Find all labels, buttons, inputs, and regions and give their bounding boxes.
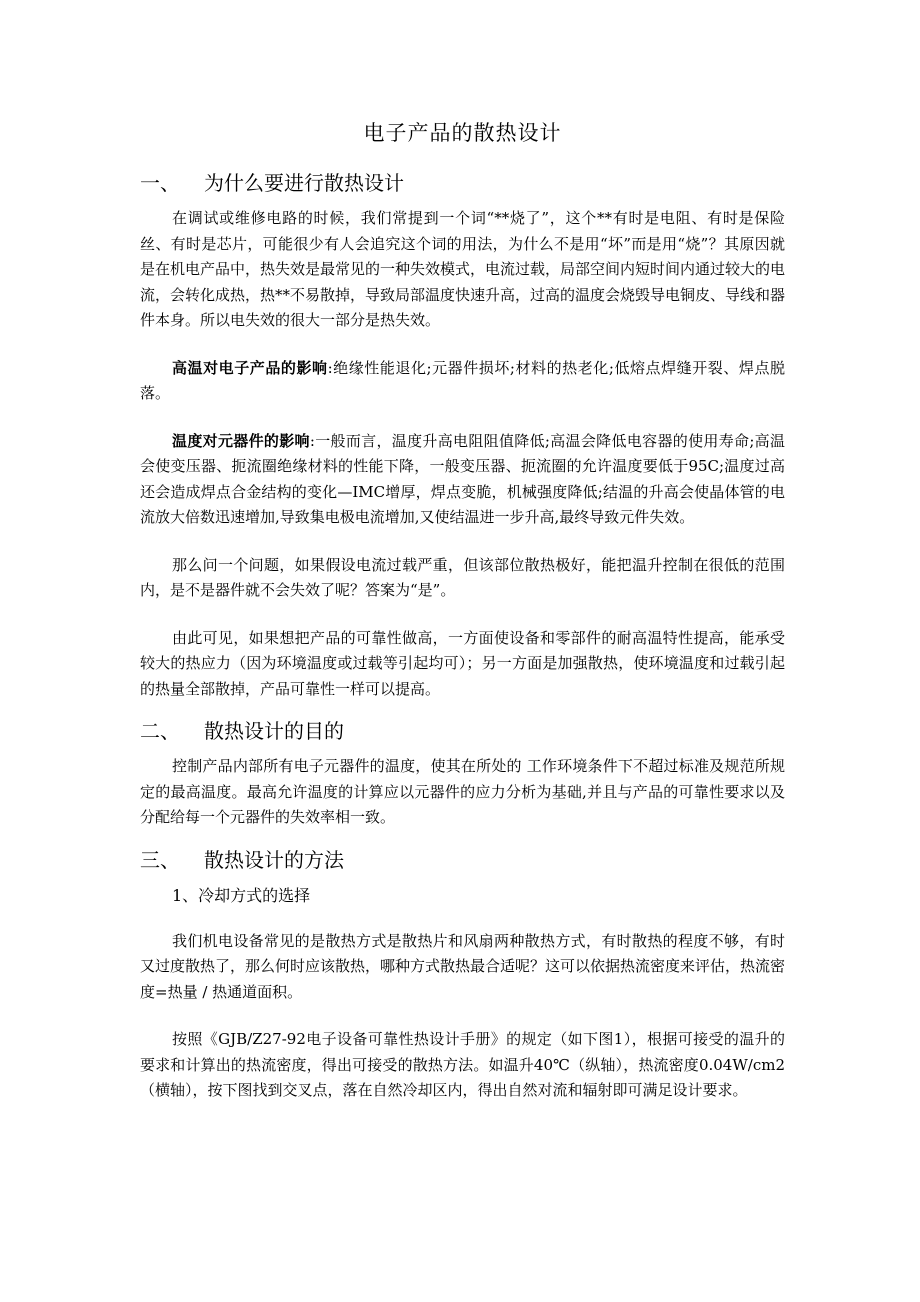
paragraph-text: :一般而言，温度升高电阻阻值降低;高温会降低电容器的使用寿命;高温会使变压器、扼流圈绝缘材料的性能下降，一般变压器、扼流圈的允许温度要低于95C;温度过高还会造成焊点合金结构的变化—IMC增厚，焊点变脆，机械强度降低;结温的升高会使晶体管的电流放大倍数迅速增加,导致集电极电流增加,又使结温进一步升高,最终导致元件失效。	[140, 431, 785, 526]
section-heading-3	[140, 845, 785, 875]
paragraph: 由此可见，如果想把产品的可靠性做高，一方面使设备和零部件的耐高温特性提高，能承受较大的热应力（因为环境温度或过载等引起均可）；另一方面是加强散热，使环境温度和过载引起的热量全部散掉，产品可靠性一样可以提高。	[140, 628, 785, 698]
section-number: 一、	[140, 171, 180, 195]
section-title: 散热设计的目的	[204, 719, 344, 743]
subsection-heading: 1、冷却方式的选择	[172, 885, 311, 905]
section-heading-1	[140, 168, 785, 198]
document-page	[140, 118, 785, 1126]
paragraph: 在调试或维修电路的时候，我们常提到一个词“**烧了”，这个**有时是电阻、有时是保险丝、有时是芯片，可能很少有人会追究这个词的用法，为什么不是用“坏”而是用“烧”？其原因就是在机电产品中，热失效是最常见的一种失效模式，电流过载，局部空间内短时间内通过较大的电流，会转化成热，热**不易散掉，导致局部温度快速升高，过高的温度会烧毁导电铜皮、导线和器件本身。所以电失效的很大一部分是热失效。	[140, 209, 786, 329]
paragraph: 控制产品内部所有电子元器件的温度，使其在所处的 工作环境条件下不超过标准及规范所规定的最高温度。最高允许温度的计算应以元器件的应力分析为基础,并且与产品的可靠性要求以及分配给每一个元器件的失效率相一致。	[140, 757, 785, 826]
section-title: 散热设计的方法	[204, 847, 344, 872]
paragraph-label: 高温对电子产品的影响	[172, 358, 328, 377]
paragraph-label: 温度对元器件的影响	[172, 431, 310, 450]
section-number: 三、	[140, 847, 180, 872]
section-title: 为什么要进行散热设计	[204, 171, 404, 195]
section-heading-2	[140, 716, 785, 746]
document-title: 电子产品的散热设计	[363, 121, 562, 145]
paragraph-temp-component-effects	[140, 429, 785, 531]
paragraph-high-temp-effects	[140, 356, 785, 407]
section-number: 二、	[140, 719, 180, 743]
paragraph: 按照《GJB/Z27-92电子设备可靠性热设计手册》的规定（如下图1），根据可接受的温升的要求和计算出的热流密度，得出可接受的散热方法。如温升40℃（纵轴），热流密度0.04W/cm2（横轴），按下图找到交叉点，落在自然冷却区内，得出自然对流和辐射即可满足设计要求。	[140, 1030, 785, 1099]
paragraph: 我们机电设备常见的是散热方式是散热片和风扇两种散热方式，有时散热的程度不够，有时又过度散热了，那么何时应该散热，哪种方式散热最合适呢？这可以依据热流密度来评估，热流密度=热量 / 热通道面积。	[140, 931, 786, 1001]
paragraph: 那么问一个问题，如果假设电流过载严重，但该部位散热极好，能把温升控制在很低的范围内，是不是器件就不会失效了呢？答案为“是”。	[140, 555, 785, 599]
paragraph-text: :绝缘性能退化;元器件损坏;材料的热老化;低熔点焊缝开裂、焊点脱落。	[140, 358, 785, 402]
